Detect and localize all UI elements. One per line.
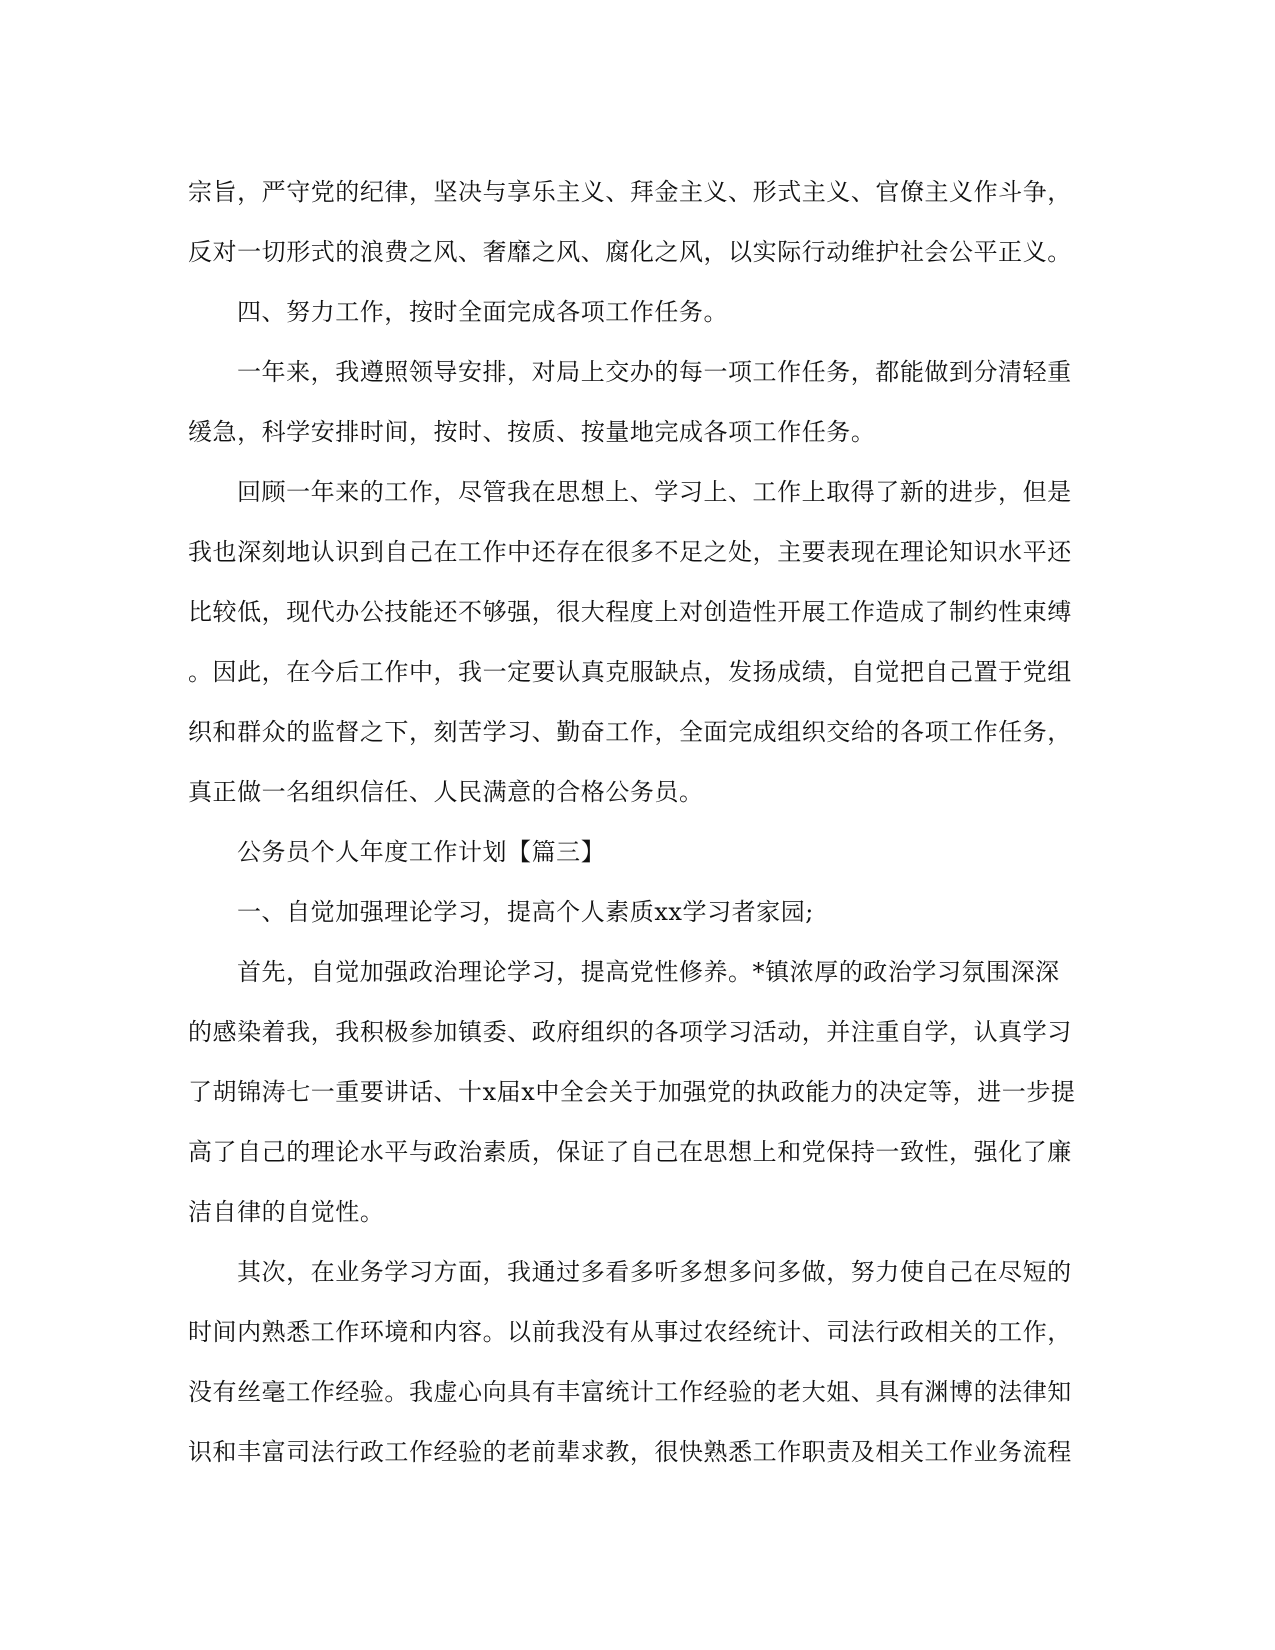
text-line: 了胡锦涛七一重要讲话、十x届x中全会关于加强党的执政能力的决定等，进一步提 (188, 1078, 1076, 1106)
text-line: 识和丰富司法行政工作经验的老前辈求教，很快熟悉工作职责及相关工作业务流程 (188, 1438, 1072, 1466)
text-line: 宗旨，严守党的纪律，坚决与享乐主义、拜金主义、形式主义、官僚主义作斗争， (188, 178, 1072, 206)
text-line: 洁自律的自觉性。 (188, 1198, 385, 1226)
text-line: 我也深刻地认识到自己在工作中还存在很多不足之处，主要表现在理论知识水平还 (188, 538, 1072, 566)
text-line: 比较低，现代办公技能还不够强，很大程度上对创造性开展工作造成了制约性束缚 (188, 598, 1072, 626)
text-line: 真正做一名组织信任、人民满意的合格公务员。 (188, 778, 704, 806)
document-body (188, 162, 1088, 1482)
section-heading: 一、自觉加强理论学习，提高个人素质xx学习者家园; (237, 898, 814, 926)
text-line: 回顾一年来的工作，尽管我在思想上、学习上、工作上取得了新的进步，但是 (237, 478, 1072, 506)
section-heading: 四、努力工作，按时全面完成各项工作任务。 (237, 298, 728, 326)
text-line: 的感染着我，我积极参加镇委、政府组织的各项学习活动，并注重自学，认真学习 (188, 1018, 1072, 1046)
text-line: 缓急，科学安排时间，按时、按质、按量地完成各项工作任务。 (188, 418, 876, 446)
text-line: 首先，自觉加强政治理论学习，提高党性修养。*镇浓厚的政治学习氛围深深 (237, 958, 1060, 986)
text-line: 织和群众的监督之下，刻苦学习、勤奋工作，全面完成组织交给的各项工作任务， (188, 718, 1072, 746)
text-line: 时间内熟悉工作环境和内容。以前我没有从事过农经统计、司法行政相关的工作， (188, 1318, 1072, 1346)
text-line: 。因此，在今后工作中，我一定要认真克服缺点，发扬成绩，自觉把自己置于党组 (188, 658, 1072, 686)
text-line: 其次，在业务学习方面，我通过多看多听多想多问多做，努力使自己在尽短的 (237, 1258, 1072, 1286)
text-line: 高了自己的理论水平与政治素质，保证了自己在思想上和党保持一致性，强化了廉 (188, 1138, 1072, 1166)
text-line: 反对一切形式的浪费之风、奢靡之风、腐化之风，以实际行动维护社会公平正义。 (188, 238, 1072, 266)
article-title: 公务员个人年度工作计划【篇三】 (237, 838, 606, 866)
text-line: 没有丝毫工作经验。我虚心向具有丰富统计工作经验的老大姐、具有渊博的法律知 (188, 1378, 1072, 1406)
text-line: 一年来，我遵照领导安排，对局上交办的每一项工作任务，都能做到分清轻重 (237, 358, 1072, 386)
